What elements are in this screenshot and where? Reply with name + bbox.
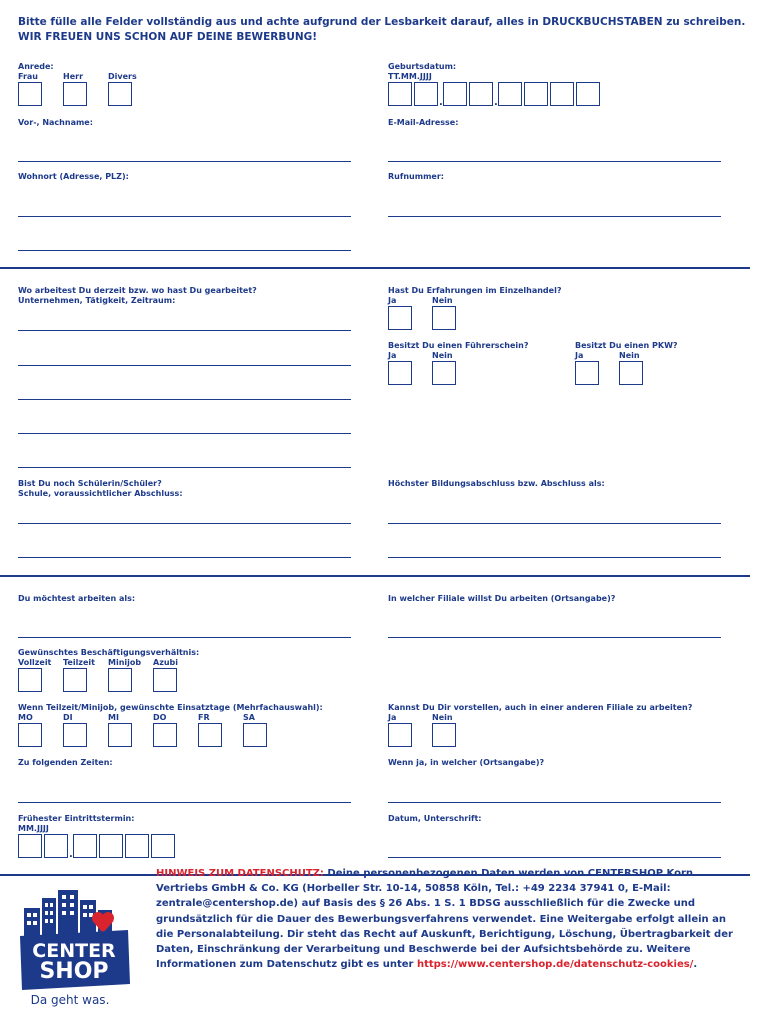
logo-slogan: Da geht was. [30,993,110,1007]
employment-minijob-checkbox[interactable] [108,668,132,692]
start-date-digit-6[interactable] [151,834,175,858]
birthdate-dot: . [439,97,443,108]
degree-label: Höchster Bildungsabschluss bzw. Abschluss als: [388,479,605,488]
work-line-5[interactable] [18,467,351,468]
centershop-logo [14,886,140,1012]
wohnort-line-1[interactable] [18,216,351,217]
birthdate-digit-4[interactable] [469,82,493,106]
birthdate-dot: . [494,97,498,108]
anrede-divers-label: Divers [108,72,137,81]
logo-line-2: SHOP [39,959,109,984]
signature-line[interactable] [388,857,721,858]
car-yes-label: Ja [575,351,584,360]
school-line-1[interactable] [18,523,351,524]
birthdate-digit-1[interactable] [388,82,412,106]
license-yes-checkbox[interactable] [388,361,412,385]
privacy-body: Deine personenbezogenen Daten werden von CENTERSHOP Korn Vertriebs GmbH & Co. KG (Horbeller Str. 10-14, 50858 Köln, Tel.: +49 2234 37941 0, E-Mail: zentrale@centershop.de) auf Basis des § 26 Abs. 1 S. 1 BDSG ausschließlich für die Zwecke und grundsätzlich für die Dauer des Bewerbungsverfahrens verwendet. Eine Weitergabe erfolgt allein an die Personalabteilung. Dir steht das Recht auf Auskunft, Berichtigung, Löschung, Übertragbarkeit der Daten, Einschränkung der Verarbeitung und Beschwerde bei der Aufsichtsbehörde zu. Weitere Informationen zum Datenschutz gibt es unter [156,868,733,971]
work-line-4[interactable] [18,433,351,434]
employment-teilzeit-checkbox[interactable] [63,668,87,692]
retail-no-checkbox[interactable] [432,306,456,330]
logo-line-1: CENTER [32,940,116,962]
intro [18,15,745,45]
intro-line-1: Bitte fülle alle Felder vollständig aus und achte aufgrund der Lesbarkeit darauf, alles in DRUCKBUCHSTABEN zu schreiben. [18,16,746,28]
work-line-3[interactable] [18,399,351,400]
which-branch-label: Wenn ja, in welcher (Ortsangabe)? [388,758,545,767]
retail-no-label: Nein [432,296,453,305]
car-yes-checkbox[interactable] [575,361,599,385]
wohnort-label: Wohnort (Adresse, PLZ): [18,172,129,181]
other-branch-no-checkbox[interactable] [432,723,456,747]
retail-yes-checkbox[interactable] [388,306,412,330]
day-mo-checkbox[interactable] [18,723,42,747]
anrede-frau-label: Frau [18,72,38,81]
email-line[interactable] [388,161,721,162]
email-label: E-Mail-Adresse: [388,118,459,127]
wohnort-line-2[interactable] [18,250,351,251]
anrede-frau-checkbox[interactable] [18,82,42,106]
car-label: Besitzt Du einen PKW? [575,341,678,350]
start-date-digit-5[interactable] [125,834,149,858]
license-label: Besitzt Du einen Führerschein? [388,341,529,350]
work-sublabel: Unternehmen, Tätigkeit, Zeitraum: [18,296,176,305]
employment-label: Gewünschtes Beschäftigungsverhältnis: [18,648,200,657]
car-no-label: Nein [619,351,640,360]
branch-line[interactable] [388,637,721,638]
day-do-checkbox[interactable] [153,723,177,747]
birthdate-digit-8[interactable] [576,82,600,106]
license-yes-label: Ja [388,351,397,360]
which-branch-line[interactable] [388,802,721,803]
employment-teilzeit-label: Teilzeit [63,658,95,667]
school-label: Bist Du noch Schülerin/Schüler? [18,479,162,488]
start-date-label: Frühester Eintrittstermin: [18,814,135,823]
other-branch-yes-checkbox[interactable] [388,723,412,747]
start-date-digit-1[interactable] [18,834,42,858]
other-branch-no-label: Nein [432,713,453,722]
anrede-label: Anrede: [18,62,54,71]
privacy-end: . [693,959,698,971]
anrede-herr-label: Herr [63,72,84,81]
birthdate-digit-2[interactable] [414,82,438,106]
school-sublabel: Schule, voraussichtlicher Abschluss: [18,489,183,498]
phone-label: Rufnummer: [388,172,444,181]
times-label: Zu folgenden Zeiten: [18,758,113,767]
start-date-format: MM.JJJJ [18,824,49,833]
branch-label: In welcher Filiale willst Du arbeiten (Ortsangabe)? [388,594,616,603]
day-fr-label: FR [198,713,210,722]
birthdate-digit-7[interactable] [550,82,574,106]
car-no-checkbox[interactable] [619,361,643,385]
employment-azubi-label: Azubi [153,658,179,667]
employment-vollzeit-checkbox[interactable] [18,668,42,692]
day-mi-checkbox[interactable] [108,723,132,747]
employment-azubi-checkbox[interactable] [153,668,177,692]
phone-line[interactable] [388,216,721,217]
name-line[interactable] [18,161,351,162]
birthdate-digit-6[interactable] [524,82,548,106]
day-sa-label: SA [243,713,255,722]
anrede-herr-checkbox[interactable] [63,82,87,106]
work-line-1[interactable] [18,330,351,331]
license-no-label: Nein [432,351,453,360]
day-di-checkbox[interactable] [63,723,87,747]
section-divider [0,575,750,577]
birthdate-format: TT.MM.JJJJ [388,72,432,81]
school-line-2[interactable] [18,557,351,558]
retail-yes-label: Ja [388,296,397,305]
privacy-link[interactable]: https://www.centershop.de/datenschutz-cookies/ [416,959,694,971]
other-branch-yes-label: Ja [388,713,397,722]
start-date-digit-4[interactable] [99,834,123,858]
retail-label: Hast Du Erfahrungen im Einzelhandel? [388,286,562,295]
start-date-digit-3[interactable] [73,834,97,858]
day-fr-checkbox[interactable] [198,723,222,747]
intro-line-2: WIR FREUEN UNS SCHON AUF DEINE BEWERBUNG! [18,31,318,43]
work-line-2[interactable] [18,365,351,366]
days-label: Wenn Teilzeit/Minijob, gewünschte Einsatztage (Mehrfachauswahl): [18,703,323,712]
day-mi-label: MI [108,713,119,722]
degree-line-2[interactable] [388,557,721,558]
degree-line-1[interactable] [388,523,721,524]
privacy-notice [156,866,746,972]
employment-vollzeit-label: Vollzeit [18,658,52,667]
day-mo-label: MO [18,713,33,722]
birthdate-digit-5[interactable] [498,82,522,106]
day-di-label: DI [63,713,73,722]
employment-minijob-label: Minijob [108,658,142,667]
privacy-heading: HINWEIS ZUM DATENSCHUTZ: [156,868,324,879]
other-branch-label: Kannst Du Dir vorstellen, auch in einer anderen Filiale zu arbeiten? [388,703,693,712]
anrede-divers-checkbox[interactable] [108,82,132,106]
day-sa-checkbox[interactable] [243,723,267,747]
birthdate-digit-3[interactable] [443,82,467,106]
start-date-digit-2[interactable] [44,834,68,858]
times-line[interactable] [18,802,351,803]
role-line[interactable] [18,637,351,638]
start-date-dot: . [69,849,73,860]
day-do-label: DO [153,713,167,722]
work-label: Wo arbeitest Du derzeit bzw. wo hast Du gearbeitet? [18,286,257,295]
signature-label: Datum, Unterschrift: [388,814,482,823]
role-label: Du möchtest arbeiten als: [18,594,136,603]
license-no-checkbox[interactable] [432,361,456,385]
birthdate-label: Geburtsdatum: [388,62,457,71]
section-divider [0,267,750,269]
name-label: Vor-, Nachname: [18,118,93,127]
